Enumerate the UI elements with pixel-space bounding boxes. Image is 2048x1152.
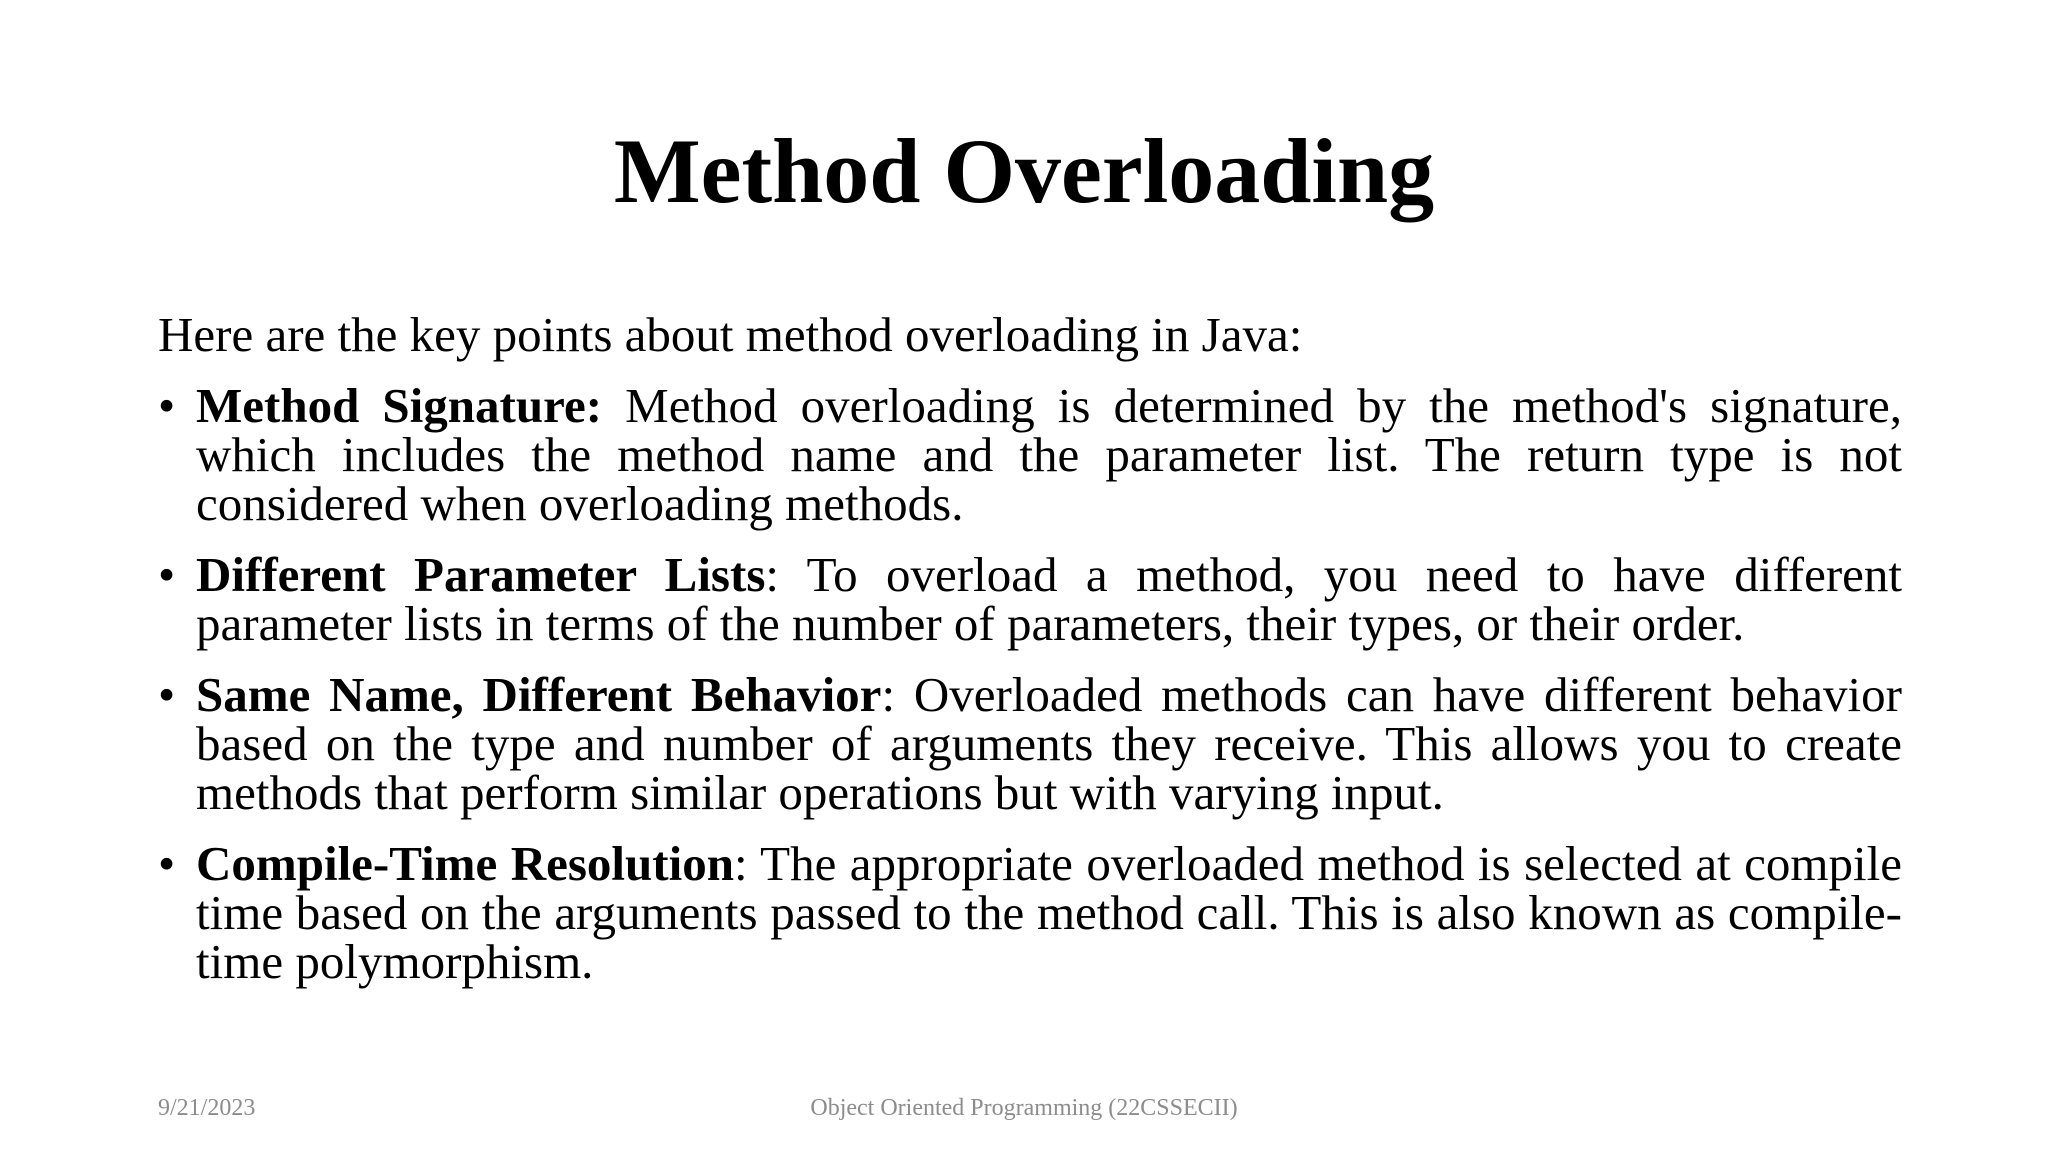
bullet-term: Same Name, Different Behavior (196, 667, 882, 722)
footer-course-title: Object Oriented Programming (22CSSECII) (810, 1095, 1238, 1121)
footer-date: 9/21/2023 (158, 1095, 256, 1121)
bullet-term: Method Signature: (196, 378, 603, 433)
bullet-item-different-parameter-lists (158, 547, 1902, 651)
bullet-icon: • (158, 667, 176, 722)
intro-text: Here are the key points about method overloading in Java: (158, 307, 1303, 362)
bullet-icon: • (158, 836, 176, 891)
bullet-item-same-name-different-behavior (158, 667, 1902, 820)
slide-content (158, 307, 1903, 1008)
slide-title: Method Overloading (613, 120, 1435, 222)
bullet-item-method-signature (158, 378, 1902, 531)
bullet-list (158, 378, 1903, 989)
bullet-item-compile-time-resolution (158, 836, 1903, 989)
bullet-term: Compile-Time Resolution (196, 836, 734, 891)
bullet-icon: • (158, 547, 176, 602)
bullet-icon: • (158, 378, 176, 433)
bullet-term: Different Parameter Lists (196, 547, 766, 602)
bullet-text: Method overloading is determined by the method's signature, which includes the method name and the parameter list. The return type is not considered when overloading methods. (196, 378, 1902, 531)
bullet-text: : The appropriate overloaded method is selected at compile time based on the arguments passed to the method call. This is also known as compile-time polymorphism. (196, 836, 1903, 989)
bullet-text: : To overload a method, you need to have different parameter lists in terms of the number of parameters, their types, or their order. (196, 547, 1902, 651)
bullet-text: : Overloaded methods can have different behavior based on the type and number of arguments they receive. This allows you to create methods that perform similar operations but with varying input. (196, 667, 1902, 820)
